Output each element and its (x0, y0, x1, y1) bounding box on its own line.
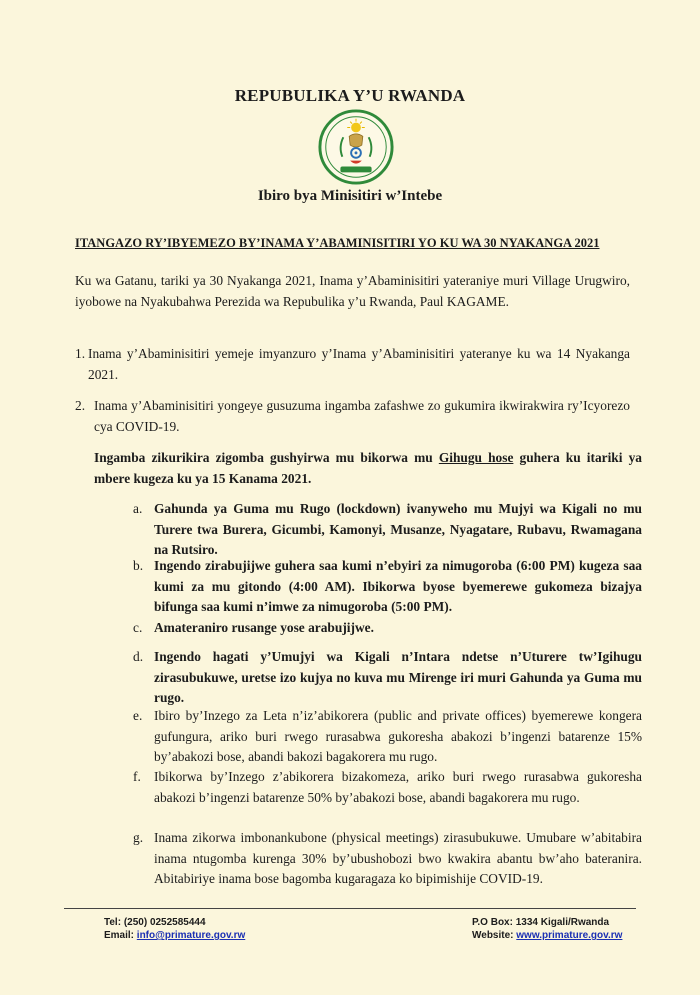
item-text: Inama y’Abaminisitiri yemeje imyanzuro y’Inama y’Abaminisitiri yateranye ku wa 14 Nyakanga 2021. (88, 346, 630, 382)
republic-title: REPUBULIKA Y’U RWANDA (234, 86, 466, 105)
measure-text: Ibiro by’Inzego za Leta n’iz’abikorera (public and private offices) byemerewe kongera gufungura, ariko buri rwego rurasabwa gukoresha abakozi b’ingenzi batarenze 15% by’abakozi bose, abandi bakozi bagakorera mu rugo. (154, 708, 642, 764)
measures-intro-part2: guhera ku itariki ya mbere kugeza ku ya 15 Kanama 2021. (94, 450, 642, 486)
footer-email-line (104, 929, 245, 942)
rwanda-coat-of-arms (317, 108, 395, 186)
footer-email-label: Email: (104, 930, 137, 941)
footer-right (472, 916, 622, 942)
footer-website-link[interactable]: www.primature.gov.rw (516, 930, 623, 941)
measures-intro-part1: Ingamba zikurikira zigomba gushyirwa mu bikorwa mu (94, 450, 439, 465)
measures-intro (94, 447, 642, 489)
intro-paragraph: Ku wa Gatanu, tariki ya 30 Nyakanga 2021, Inama y’Abaminisitiri yateraniye muri Village Urugwiro, iyobowe na Nyakubahwa Perezida wa Repubulika y’u Rwanda, Paul KAGAME. (75, 273, 630, 309)
document-heading: ITANGAZO RY’IBYEMEZO BY’INAMA Y’ABAMINISITIRI YO KU WA 30 NYAKANGA 2021 (75, 236, 600, 250)
measure-label: d. (133, 649, 144, 664)
measure-text: Ingendo zirabujijwe guhera saa kumi n’ebyiri za nimugoroba (6:00 PM) kugeza saa kumi za mu gitondo (4:00 AM). Ibikorwa byose byemerewe gukomeza bizajya bifunga saa kumi n’imwe za nimugoroba (5:00 PM). (154, 558, 642, 614)
measure-label: g. (133, 830, 144, 845)
measure-text: Ibikorwa by’Inzego z’abikorera bizakomeza, ariko buri rwego rurasabwa gukoresha abakozi b’ingenzi batarenze 50% by’abakozi bose, abandi bagakorera mu rugo. (154, 769, 642, 805)
measure-label: c. (133, 620, 143, 635)
measure-label: b. (133, 558, 144, 573)
measure-text: Amateraniro rusange yose arabujijwe. (154, 620, 374, 635)
measure-text: Gahunda ya Guma mu Rugo (lockdown) ivanyweho mu Mujyi wa Kigali no mu Turere twa Burera, Gicumbi, Kamonyi, Musanze, Nyagatare, Rubavu, Rwamagana na Rutsiro. (154, 501, 642, 557)
measure-label: f. (133, 769, 141, 784)
footer-email-link[interactable]: info@primature.gov.rw (136, 930, 246, 941)
footer-website-line (472, 929, 622, 942)
measures-intro-underlined: Gihugu hose (438, 450, 514, 465)
measure-label: e. (133, 708, 143, 723)
measure-label: a. (133, 501, 143, 516)
office-title: Ibiro bya Minisitiri w’Intebe (257, 188, 443, 204)
measure-text: Inama zikorwa imbonankubone (physical meetings) zirasubukuwe. Umubare w’abitabira inama ntugomba kurenga 30% by’ubushobozi bwo kwakira abantu bw’aho bateranira. Abitabiriye inama bose bagomba kugaragaza ko bipimishije COVID-19. (154, 830, 642, 886)
measure-text: Ingendo hagati y’Umujyi wa Kigali n’Intara ndetse n’Uturere tw’Igihugu zirasubukuwe, uretse izo kujya no kuva mu Mirenge iri muri Gahunda ya Guma mu rugo. (154, 649, 642, 705)
item-number: 2. (75, 398, 86, 413)
item-text: Inama y’Abaminisitiri yongeye gusuzuma ingamba zafashwe zo gukumira ikwirakwira ry’Icyorezo cya COVID-19. (94, 398, 630, 434)
footer-left (104, 916, 245, 942)
item-number: 1. (75, 346, 86, 361)
footer-tel: Tel: (250) 0252585444 (104, 917, 206, 928)
footer-divider (64, 908, 636, 909)
footer-website-label: Website: (472, 930, 517, 941)
footer-pobox: P.O Box: 1334 Kigali/Rwanda (472, 917, 610, 928)
